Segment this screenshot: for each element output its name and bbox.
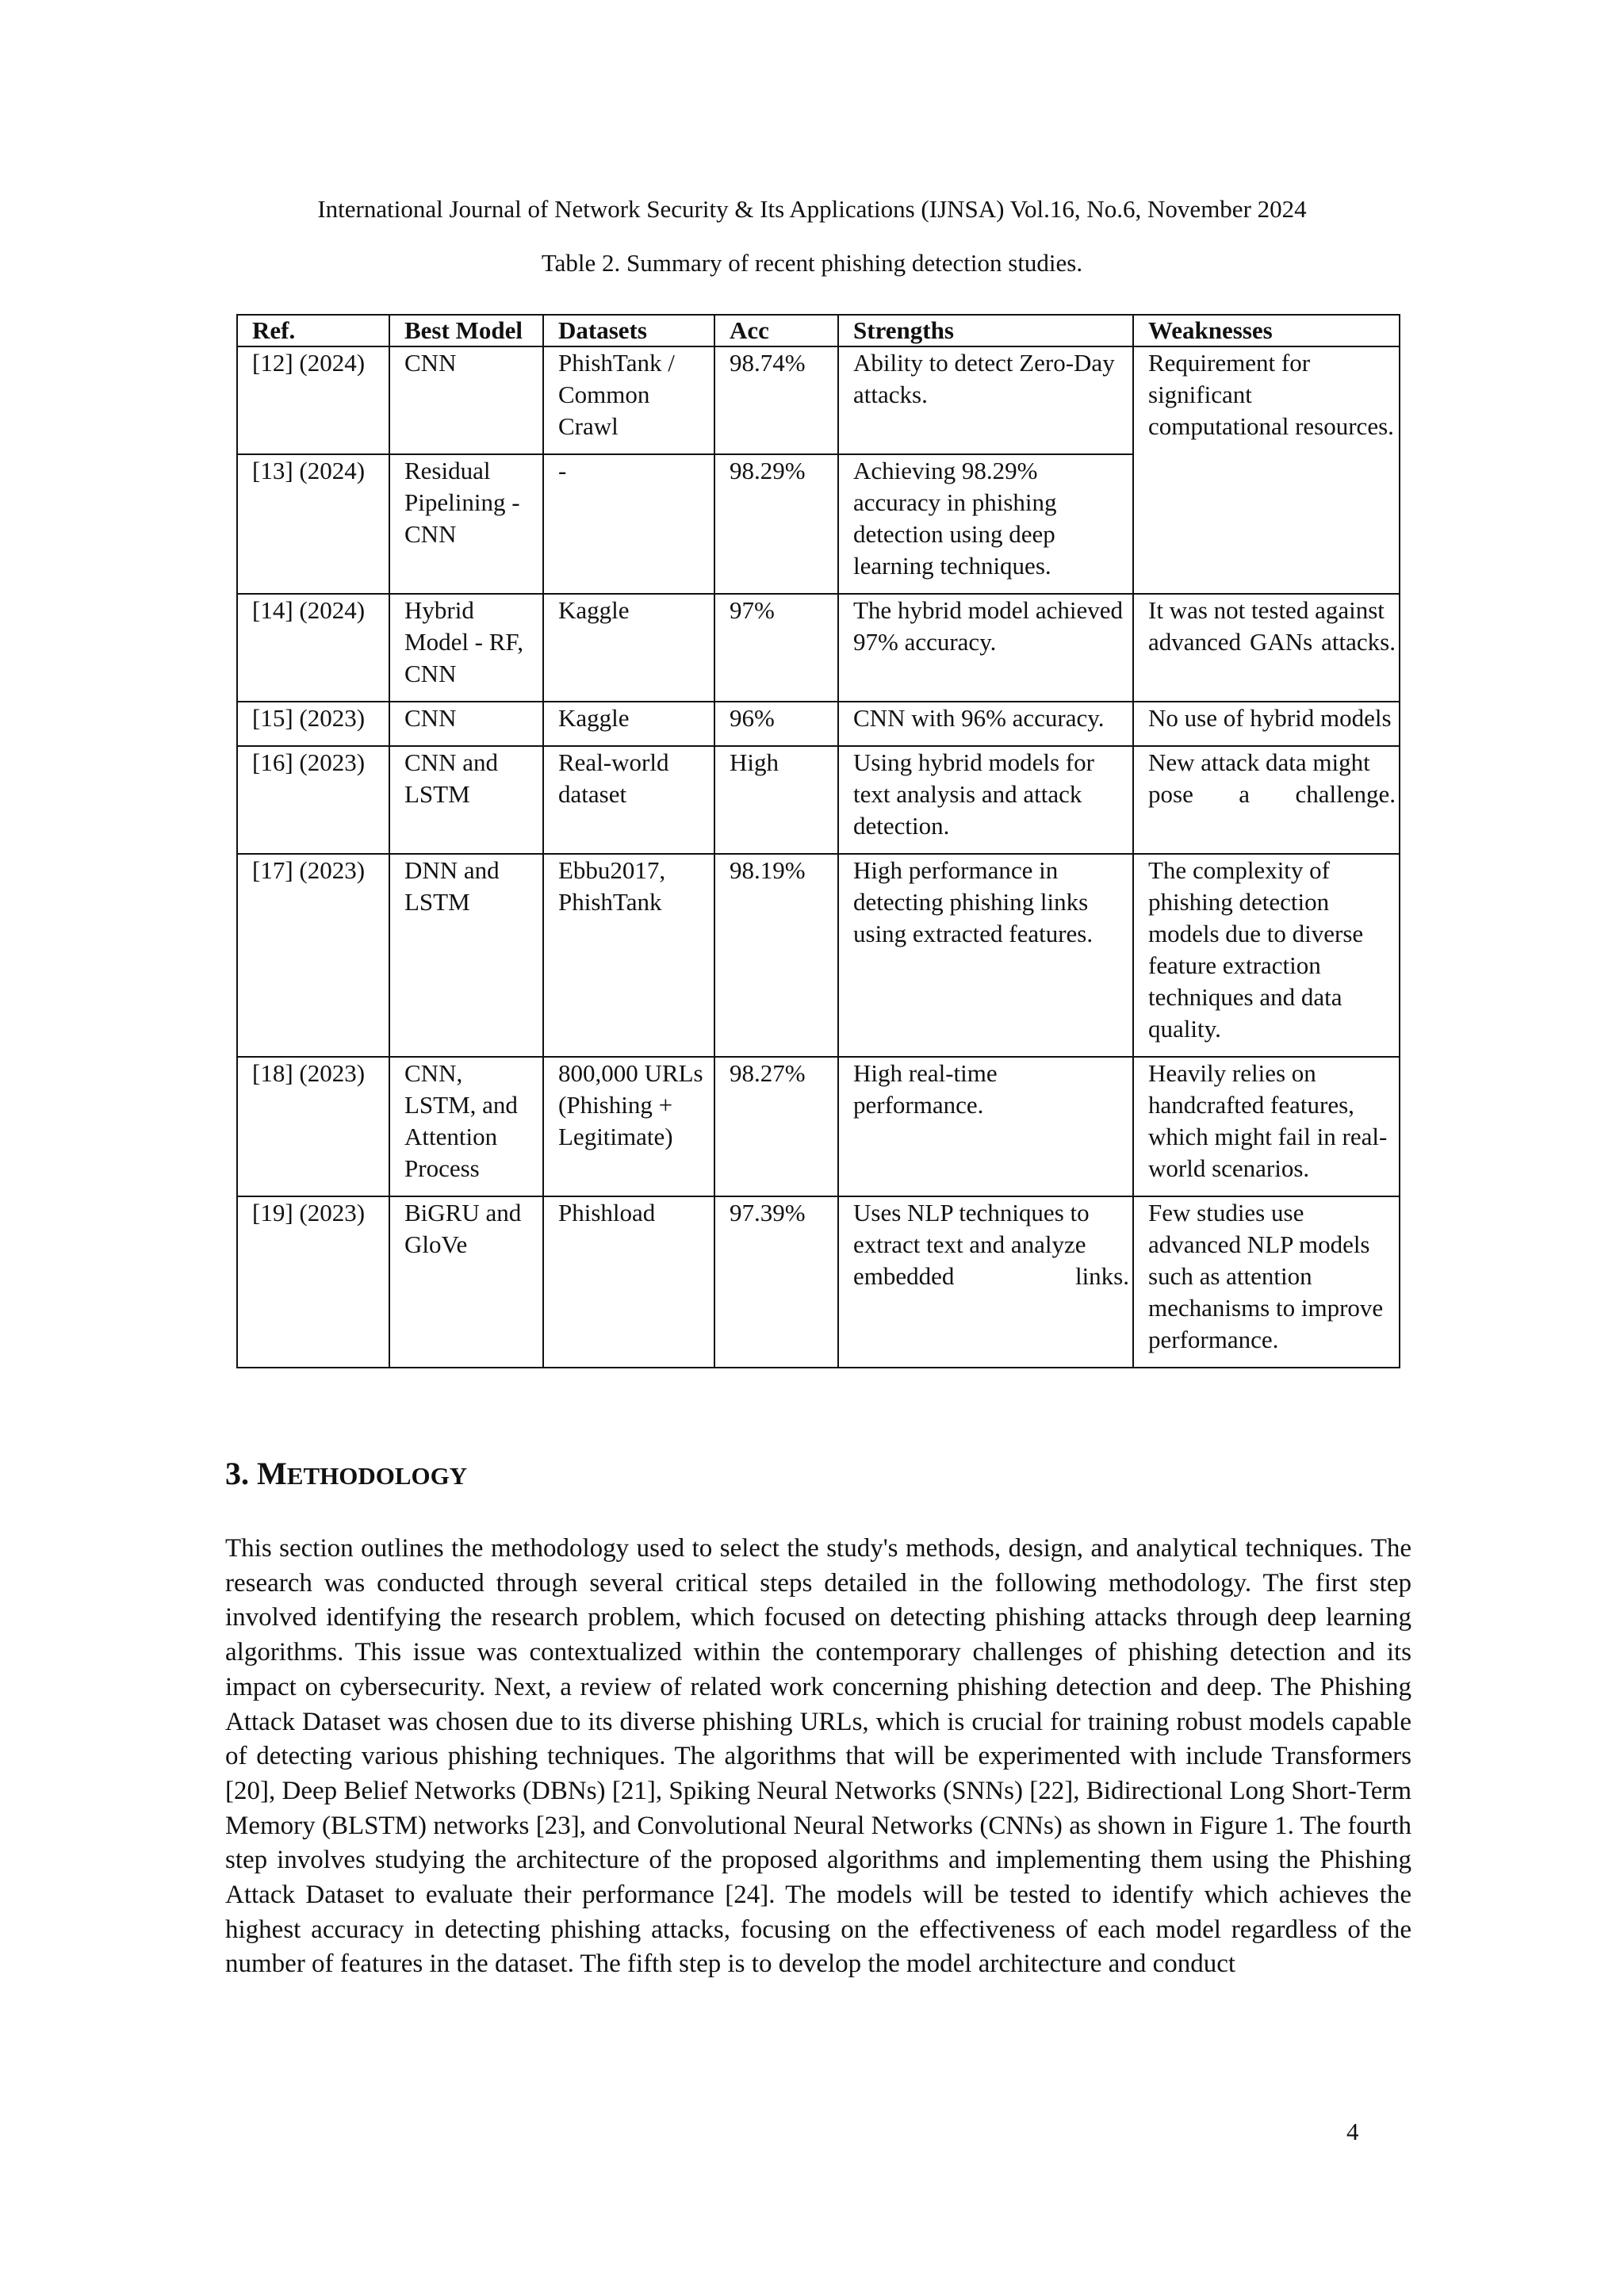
- cell-ref: [18] (2023): [237, 1057, 389, 1196]
- cell-strengths: Ability to detect Zero-Day attacks.: [838, 346, 1133, 454]
- cell-ref: [16] (2023): [237, 746, 389, 854]
- table-row: [237, 854, 1400, 1057]
- cell-strengths: Using hybrid models for text analysis and attack detection.: [838, 746, 1133, 854]
- cell-strengths: High real-time performance.: [838, 1057, 1133, 1196]
- section-number: 3.: [225, 1456, 249, 1491]
- cell-ref: [14] (2024): [237, 594, 389, 702]
- section-title-initial: M: [257, 1456, 287, 1491]
- studies-table: [236, 314, 1400, 1368]
- cell-datasets: Kaggle: [543, 594, 714, 702]
- section-title-rest: ETHODOLOGY: [286, 1462, 468, 1490]
- table-row: [237, 746, 1400, 854]
- cell-weaknesses: Heavily relies on handcrafted features, which might fail in real-world scenarios.: [1133, 1057, 1400, 1196]
- cell-strengths: Achieving 98.29% accuracy in phishing detection using deep learning techniques.: [838, 454, 1133, 594]
- cell-weaknesses: [1133, 594, 1400, 702]
- cell-model: CNN and LSTM: [389, 746, 543, 854]
- column-header-acc: Acc: [714, 315, 838, 346]
- cell-datasets: PhishTank / Common Crawl: [543, 346, 714, 454]
- cell-strengths: CNN with 96% accuracy.: [838, 702, 1133, 746]
- cell-ref: [19] (2023): [237, 1196, 389, 1368]
- cell-model: CNN: [389, 702, 543, 746]
- cell-strengths: Uses NLP techniques to extract text and analyze embedded links.: [838, 1196, 1133, 1368]
- cell-model: BiGRU and GloVe: [389, 1196, 543, 1368]
- cell-acc: High: [714, 746, 838, 854]
- cell-acc: 97.39%: [714, 1196, 838, 1368]
- table-caption: Table 2. Summary of recent phishing detection studies.: [541, 249, 1083, 277]
- table-row: [237, 594, 1400, 702]
- cell-datasets: Phishload: [543, 1196, 714, 1368]
- methodology-paragraph: This section outlines the methodology used to select the study's methods, design, and analytical techniques. The research was conducted through several critical steps detailed in the following methodology. The first step involved identifying the research problem, which focused on detecting phishing attacks through deep learning algorithms. This issue was contextualized within the contemporary challenges of phishing detection and its impact on cybersecurity. Next, a review of related work concerning phishing detection and deep. The Phishing Attack Dataset was chosen due to its diverse phishing URLs, which is crucial for training robust models capable of detecting various phishing techniques. The algorithms that will be experimented with include Transformers [20], Deep Belief Networks (DBNs) [21], Spiking Neural Networks (SNNs) [22], Bidirectional Long Short-Term Memory (BLSTM) networks [23], and Convolutional Neural Networks (CNNs) as shown in Figure 1. The fourth step involves studying the architecture of the proposed algorithms and implementing them using the Phishing Attack Dataset to evaluate their performance [24]. The models will be tested to identify which achieves the highest accuracy in detecting phishing attacks, focusing on the effectiveness of each model regardless of the number of features in the dataset. The fifth step is to develop the model architecture and conduct: [225, 1534, 1411, 1979]
- page-number: 4: [1346, 2118, 1359, 2145]
- cell-model: CNN: [389, 346, 543, 454]
- cell-weaknesses: No use of hybrid models: [1133, 702, 1400, 746]
- cell-weaknesses: New attack data might pose a challenge.: [1133, 746, 1400, 854]
- table-row: [237, 1057, 1400, 1196]
- cell-ref: [15] (2023): [237, 702, 389, 746]
- column-header-strengths: Strengths: [838, 315, 1133, 346]
- cell-ref: [13] (2024): [237, 454, 389, 594]
- table-row: [237, 702, 1400, 746]
- cell-acc: 97%: [714, 594, 838, 702]
- cell-weaknesses: Few studies use advanced NLP models such as attention mechanisms to improve performance.: [1133, 1196, 1400, 1368]
- cell-weaknesses: Requirement for significant computational resources.: [1133, 346, 1400, 594]
- cell-model: DNN and LSTM: [389, 854, 543, 1057]
- cell-weaknesses: The complexity of phishing detection models due to diverse feature extraction techniques and data quality.: [1133, 854, 1400, 1057]
- cell-strengths: The hybrid model achieved 97% accuracy.: [838, 594, 1133, 702]
- column-header-weaknesses: Weaknesses: [1133, 315, 1400, 346]
- cell-datasets: 800,000 URLs (Phishing + Legitimate): [543, 1057, 714, 1196]
- section-heading: [225, 1454, 467, 1496]
- cell-acc: 98.29%: [714, 454, 838, 594]
- cell-ref: [12] (2024): [237, 346, 389, 454]
- table-header-row: [237, 315, 1400, 346]
- cell-weaknesses-text: It was not tested against advanced GANs attacks.: [1148, 596, 1396, 656]
- cell-model: Hybrid Model - RF, CNN: [389, 594, 543, 702]
- cell-model: CNN, LSTM, and Attention Process: [389, 1057, 543, 1196]
- table-row: [237, 1196, 1400, 1368]
- column-header-best-model: Best Model: [389, 315, 543, 346]
- cell-ref: [17] (2023): [237, 854, 389, 1057]
- table-row: [237, 346, 1400, 454]
- cell-acc: 98.74%: [714, 346, 838, 454]
- cell-datasets: Ebbu2017, PhishTank: [543, 854, 714, 1057]
- cell-datasets: -: [543, 454, 714, 594]
- running-header: International Journal of Network Security & Its Applications (IJNSA) Vol.16, No.6, November 2024: [317, 195, 1307, 223]
- cell-acc: 96%: [714, 702, 838, 746]
- cell-acc: 98.27%: [714, 1057, 838, 1196]
- cell-model: Residual Pipelining - CNN: [389, 454, 543, 594]
- cell-strengths: High performance in detecting phishing links using extracted features.: [838, 854, 1133, 1057]
- cell-acc: 98.19%: [714, 854, 838, 1057]
- column-header-datasets: Datasets: [543, 315, 714, 346]
- column-header-ref: Ref.: [237, 315, 389, 346]
- cell-datasets: Kaggle: [543, 702, 714, 746]
- cell-datasets: Real-world dataset: [543, 746, 714, 854]
